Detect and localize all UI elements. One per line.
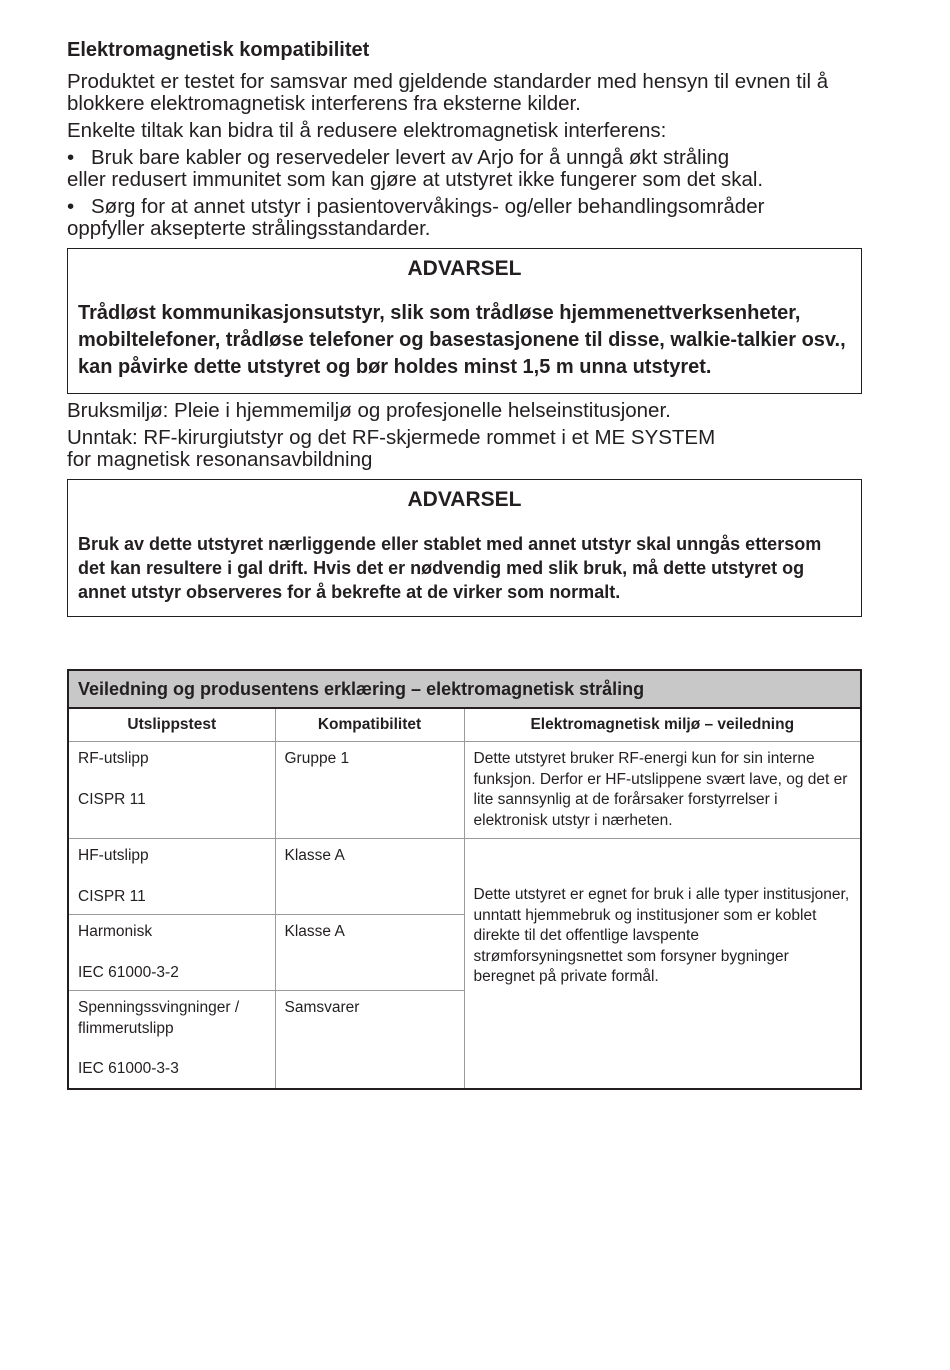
bullet-text-continued: oppfyller aksepterte strålingsstandarder. [67,217,431,240]
bullet-icon: • [67,146,75,169]
test-name: RF-utslipp [78,750,149,767]
test-cell [68,915,275,991]
bullet-item-2 [67,196,862,240]
bullet-text: Bruk bare kabler og reservedeler levert av Arjo for å unngå økt stråling [91,146,730,169]
warning-text: Bruk av dette utstyret nærliggende eller stablet med annet utstyr skal unngås ettersom det kan resultere i gal drift. Hvis det er nødvendig med slik bruk, må dette utstyret og annet utstyr observeres for å bekrefte at de virker som normalt. [78,534,822,602]
column-header-compat: Kompatibilitet [275,708,464,742]
test-standard: CISPR 11 [78,887,146,905]
test-cell [68,839,275,915]
column-header-guidance: Elektromagnetisk miljø – veiledning [464,708,861,742]
warning-text: Trådløst kommunikasjonsutstyr, slik som trådløse hjemmenettverksenheter, mobiltelefoner, trådløse telefoner og basestasjonene til disse, walkie-talkier osv., kan påvirke dette utstyret og bør holdes minst 1,5 m unna utstyret. [78,302,846,378]
test-name: Spenningssvingninger / flimmerutslipp [78,999,240,1037]
warning-box-stacking [67,479,862,617]
compat-cell: Klasse A [275,915,464,991]
warning-title: ADVARSEL [407,257,522,280]
bullet-item-1 [67,147,862,191]
bullet-icon: • [67,195,75,218]
emission-table [67,669,862,1090]
bullet-text: Sørg for at annet utstyr i pasientovervåkings- og/eller behandlingsområder [91,195,765,218]
test-cell [68,742,275,839]
test-standard: IEC 61000-3-2 [78,963,179,981]
environment-paragraph: Bruksmiljø: Pleie i hjemmemiljø og profesjonelle helseinstitusjoner. [67,399,671,422]
guidance-cell: Dette utstyret bruker RF-energi kun for sin interne funksjon. Derfor er HF-utslippene svært lave, og det er lite sannsynlig at de forårsaker forstyrrelser i elektronisk utstyr i nærheten. [464,742,861,839]
document-page [67,38,862,1090]
exception-text: Unntak: RF-kirurgiutstyr og det RF-skjermede rommet i et ME SYSTEM [67,426,716,449]
test-name: HF-utslipp [78,847,149,864]
section-heading: Elektromagnetisk kompatibilitet [67,39,370,61]
shared-guidance-cell [464,839,861,1089]
compat-cell: Gruppe 1 [275,742,464,839]
table-row [68,742,861,839]
warning-title: ADVARSEL [407,488,522,511]
exception-text-continued: for magnetisk resonansavbildning [67,448,373,471]
shared-guidance-text: Dette utstyret er egnet for bruk i alle typer institusjoner, unntatt hjemmebruk og institusjoner som er koblet direkte til det offentlige lavspente strømforsyningsnettet som forsyner bygninger beregnet på private formål. [473,886,850,985]
column-header-test: Utslippstest [68,708,275,742]
test-cell [68,991,275,1089]
compat-cell: Klasse A [275,839,464,915]
table-caption: Veiledning og produsentens erklæring – elektromagnetisk stråling [68,670,861,708]
table-row [68,839,861,915]
warning-box-wireless [67,248,862,394]
test-name: Harmonisk [78,923,153,940]
exception-paragraph [67,427,862,471]
test-standard: IEC 61000-3-3 [78,1060,179,1077]
intro-paragraph-2: Enkelte tiltak kan bidra til å redusere elektromagnetisk interferens: [67,119,667,142]
compat-cell: Samsvarer [275,991,464,1089]
bullet-text-continued: eller redusert immunitet som kan gjøre at utstyret ikke fungerer som det skal. [67,168,764,191]
intro-paragraph-1: Produktet er testet for samsvar med gjeldende standarder med hensyn til evnen til å blokkere elektromagnetisk interferens fra eksterne kilder. [67,70,829,115]
test-standard: CISPR 11 [78,790,146,808]
